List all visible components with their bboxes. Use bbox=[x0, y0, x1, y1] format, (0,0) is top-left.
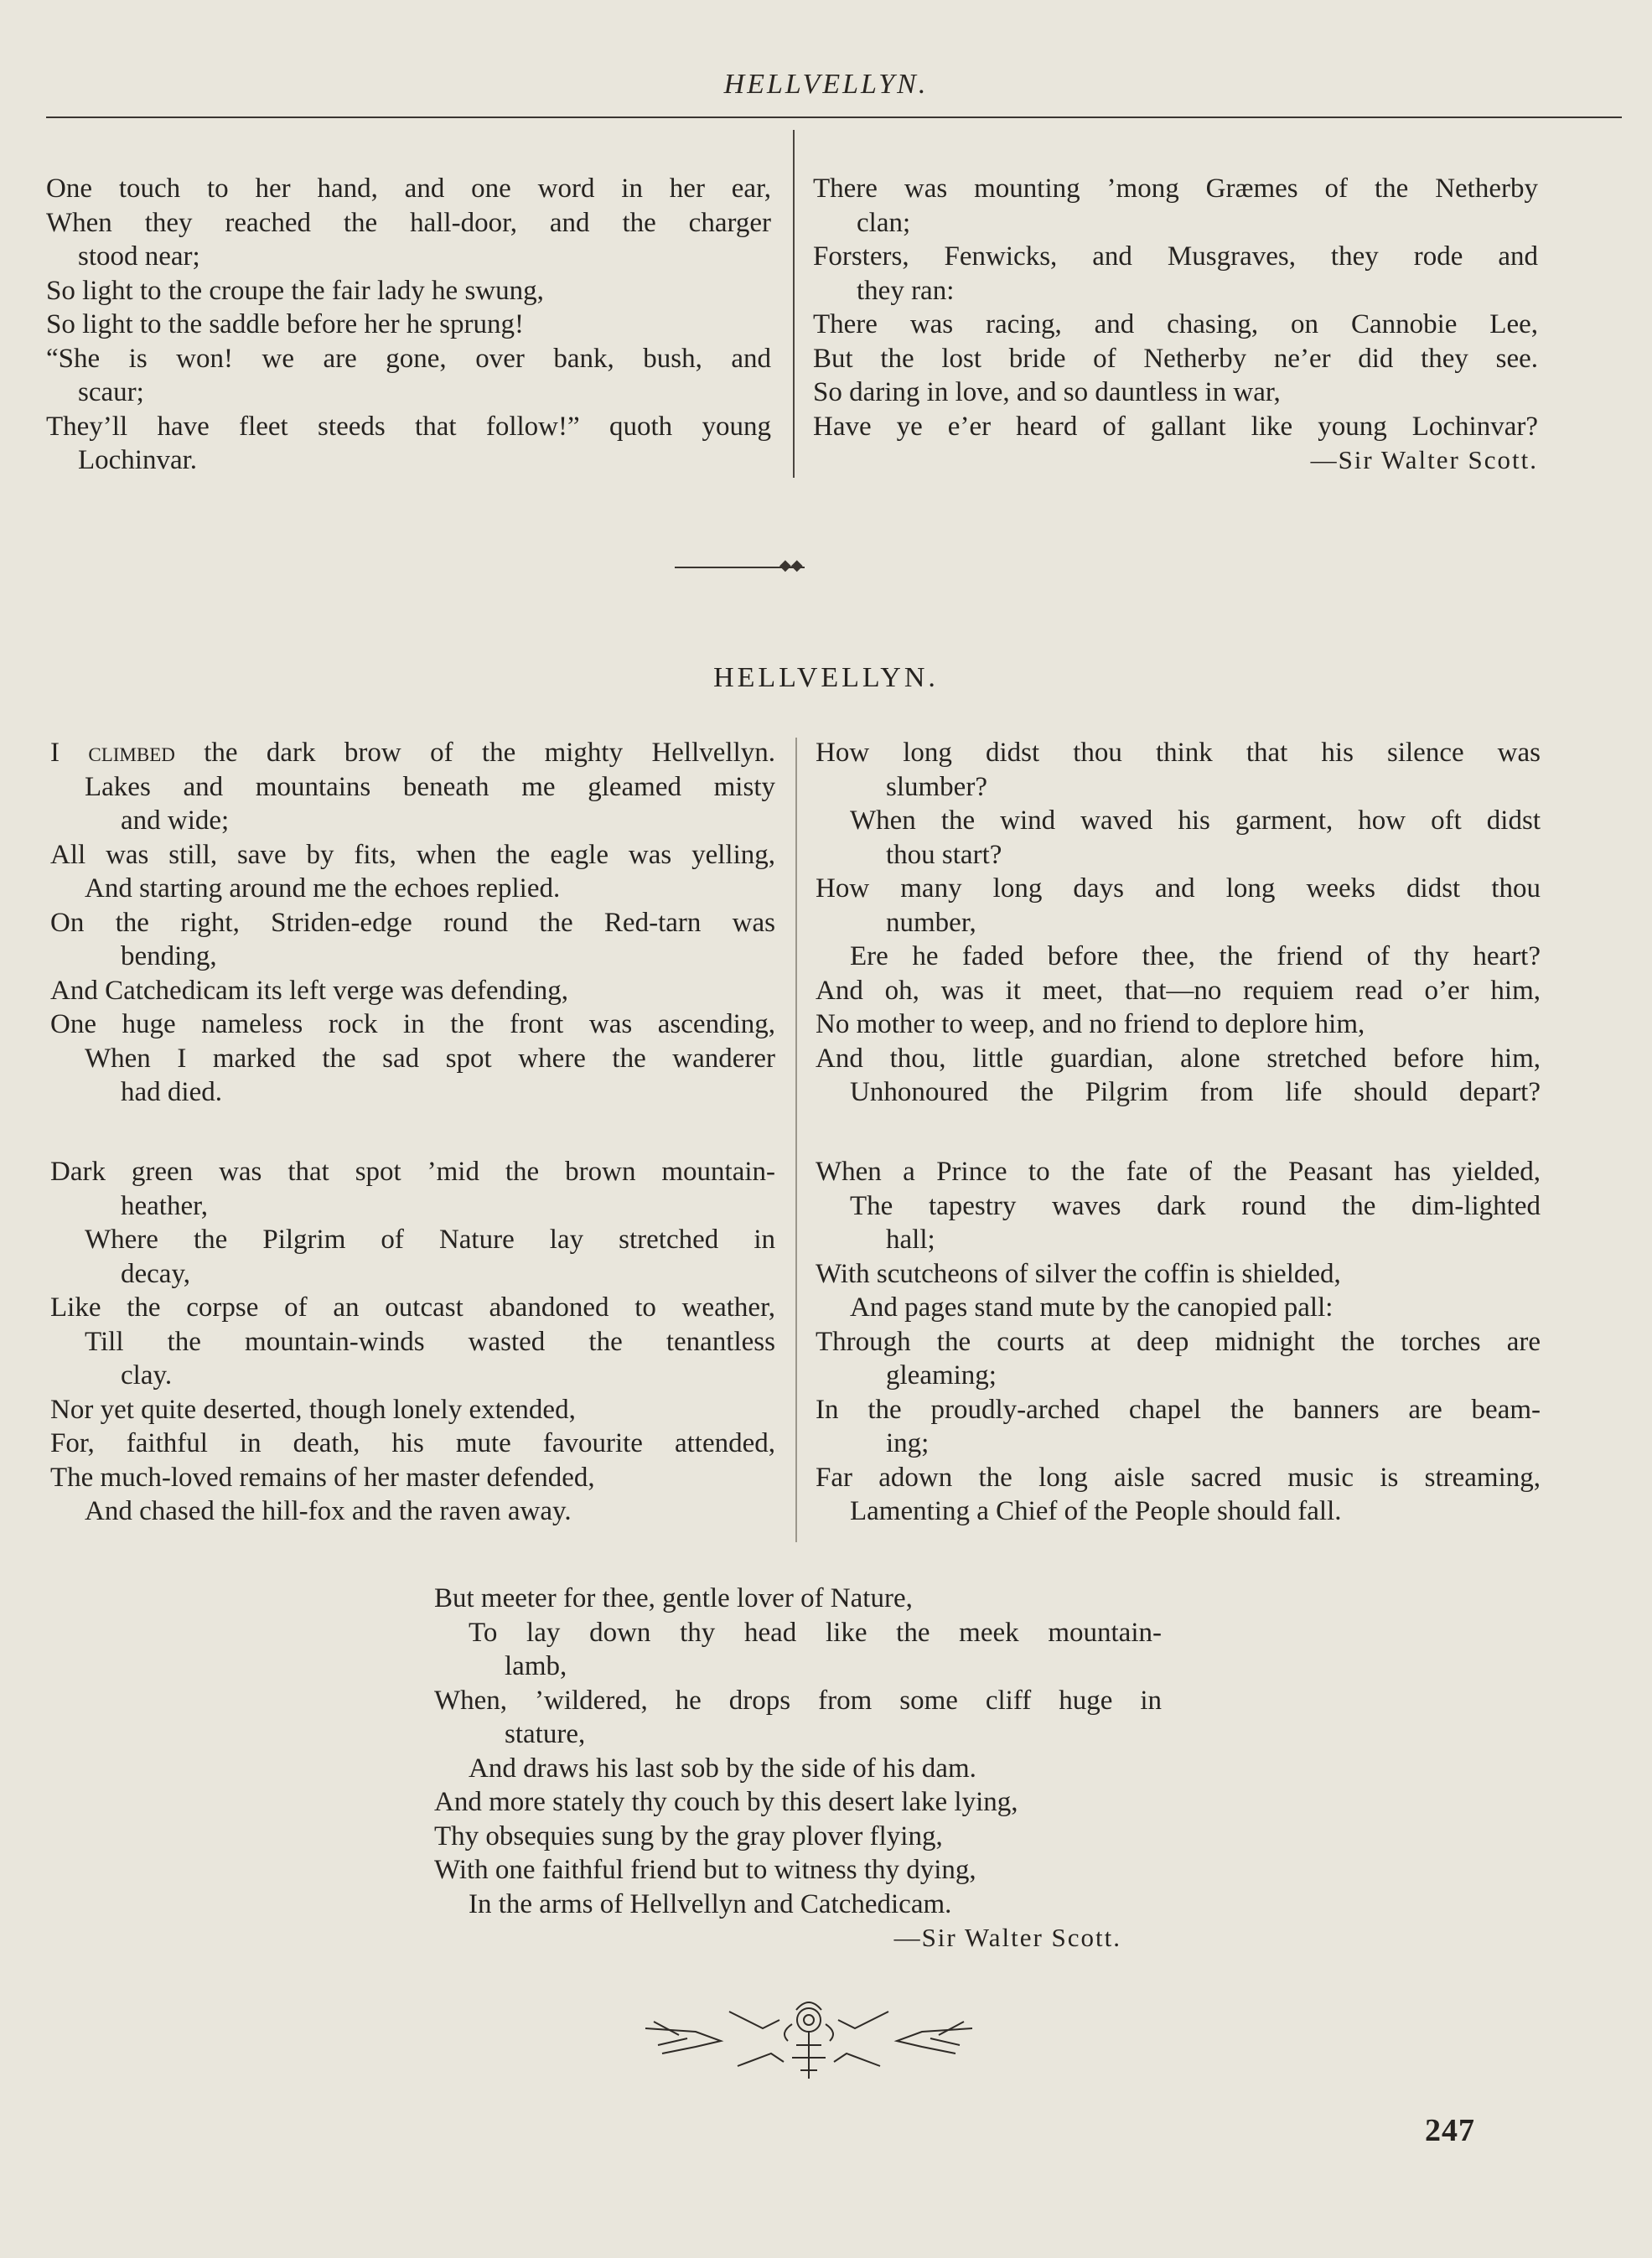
verse-line: When the wind waved his garment, how oft didst bbox=[850, 805, 1541, 836]
verse-line: There was racing, and chasing, on Cannobie Lee, bbox=[813, 309, 1538, 339]
verse-line: How many long days and long weeks didst thou bbox=[816, 873, 1541, 904]
verse-line: And more stately thy couch by this desert lake lying, bbox=[434, 1787, 1018, 1817]
verse-line: Nor yet quite deserted, though lonely extended, bbox=[50, 1394, 576, 1425]
verse-line: So light to the croupe the fair lady he swung, bbox=[46, 275, 544, 306]
verse-line: number, bbox=[886, 907, 976, 938]
verse-line: For, faithful in death, his mute favourite attended, bbox=[50, 1428, 775, 1458]
verse-line: Lamenting a Chief of the People should fall. bbox=[850, 1496, 1342, 1526]
header-rule bbox=[46, 117, 1622, 118]
column-divider-top bbox=[793, 130, 795, 478]
verse-line: lamb, bbox=[505, 1651, 567, 1681]
verse-line: ing; bbox=[886, 1428, 930, 1458]
page-number: 247 bbox=[1425, 2113, 1475, 2148]
hellvellyn-stanza-4 bbox=[816, 1155, 1541, 1529]
verse-line: Far adown the long aisle sacred music is streaming, bbox=[816, 1462, 1541, 1493]
verse-line: All was still, save by fits, when the eagle was yelling, bbox=[50, 839, 775, 870]
lochinvar-right-stanza bbox=[813, 172, 1538, 477]
verse-line: And chased the hill-fox and the raven away. bbox=[85, 1496, 572, 1526]
verse-line: When, ’wildered, he drops from some cliff huge in bbox=[434, 1685, 1162, 1716]
drop-word: I climbed bbox=[50, 738, 175, 768]
verse-line: The tapestry waves dark round the dim-lighted bbox=[850, 1190, 1541, 1221]
verse-line: One touch to her hand, and one word in her ear, bbox=[46, 173, 771, 204]
verse-line: With one faithful friend but to witness thy dying, bbox=[434, 1855, 976, 1885]
verse-line: Lakes and mountains beneath me gleamed misty bbox=[85, 771, 775, 802]
verse-line: and wide; bbox=[121, 805, 230, 836]
verse-line: stood near; bbox=[78, 241, 200, 272]
verse-line: With scutcheons of silver the coffin is shielded, bbox=[816, 1258, 1341, 1289]
verse-line: And oh, was it meet, that—no requiem read o’er him, bbox=[816, 975, 1541, 1006]
verse-line: But meeter for thee, gentle lover of Nature, bbox=[434, 1583, 913, 1613]
verse-line: Like the corpse of an outcast abandoned to weather, bbox=[50, 1292, 775, 1323]
verse-line: Have ye e’er heard of gallant like young Lochinvar? bbox=[813, 411, 1538, 442]
verse-line: gleaming; bbox=[886, 1360, 997, 1391]
verse-line: How long didst thou think that his silence was bbox=[816, 738, 1541, 768]
verse-line: stature, bbox=[505, 1719, 586, 1749]
verse-line: And pages stand mute by the canopied pall: bbox=[850, 1292, 1334, 1323]
verse-line: So daring in love, and so dauntless in war, bbox=[813, 377, 1281, 407]
running-head: HELLVELLYN. bbox=[723, 69, 929, 100]
verse-line: And starting around me the echoes replied. bbox=[85, 873, 561, 904]
hellvellyn-stanza-3 bbox=[816, 736, 1541, 1110]
verse-line: Through the courts at deep midnight the torches are bbox=[816, 1326, 1541, 1357]
verse-line: And draws his last sob by the side of his dam. bbox=[469, 1753, 976, 1784]
verse-line: had died. bbox=[121, 1077, 222, 1107]
verse-line: decay, bbox=[121, 1258, 191, 1289]
verse-line: There was mounting ’mong Græmes of the Netherby bbox=[813, 173, 1538, 204]
verse-line: But the lost bride of Netherby ne’er did they see. bbox=[813, 343, 1538, 374]
verse-line: And thou, little guardian, alone stretched before him, bbox=[816, 1043, 1541, 1074]
verse-line: clan; bbox=[857, 207, 911, 238]
hellvellyn-attribution: —Sir Walter Scott. bbox=[893, 1923, 1121, 1952]
floral-tailpiece-icon bbox=[637, 1995, 981, 2087]
verse-line: When a Prince to the fate of the Peasant has yielded, bbox=[816, 1157, 1541, 1187]
verse-line: Unhonoured the Pilgrim from life should depart? bbox=[850, 1077, 1541, 1107]
lochinvar-left-stanza bbox=[46, 172, 771, 478]
verse-line: On the right, Striden-edge round the Red-tarn was bbox=[50, 907, 775, 938]
verse-line: No mother to weep, and no friend to deplore him, bbox=[816, 1009, 1365, 1039]
verse-line: clay. bbox=[121, 1360, 173, 1391]
verse-line: Where the Pilgrim of Nature lay stretched in bbox=[85, 1225, 775, 1255]
verse-line: In the proudly-arched chapel the banners are beam- bbox=[816, 1394, 1541, 1425]
verse-line: To lay down thy head like the meek mountain- bbox=[469, 1617, 1162, 1648]
separator-ornament-icon: ◆◆ bbox=[779, 557, 803, 573]
verse-line: The much-loved remains of her master defended, bbox=[50, 1462, 595, 1493]
verse-line: heather, bbox=[121, 1190, 209, 1221]
verse-line: Till the mountain-winds wasted the tenantless bbox=[85, 1326, 775, 1357]
verse-line: hall; bbox=[886, 1225, 935, 1255]
verse-line: slumber? bbox=[886, 771, 987, 802]
verse-line: “She is won! we are gone, over bank, bush, and bbox=[46, 343, 771, 374]
verse-line: thou start? bbox=[886, 839, 1002, 870]
verse-line: So light to the saddle before her he sprung! bbox=[46, 309, 525, 339]
column-divider-middle bbox=[795, 738, 797, 1542]
verse-line: When they reached the hall-door, and the charger bbox=[46, 207, 771, 238]
verse-line: And Catchedicam its left verge was defending, bbox=[50, 975, 568, 1006]
poem-title: HELLVELLYN. bbox=[713, 662, 939, 693]
verse-line: In the arms of Hellvellyn and Catchedicam. bbox=[469, 1888, 952, 1919]
verse-line: Thy obsequies sung by the gray plover flying, bbox=[434, 1820, 943, 1851]
verse-line: scaur; bbox=[78, 377, 144, 407]
verse-line: They’ll have fleet steeds that follow!” quoth young bbox=[46, 411, 771, 442]
verse-line: Lochinvar. bbox=[78, 445, 198, 475]
verse-line: One huge nameless rock in the front was ascending, bbox=[50, 1009, 775, 1039]
hellvellyn-stanza-5 bbox=[434, 1582, 1162, 1955]
verse-line: bending, bbox=[121, 941, 217, 971]
hellvellyn-stanza-1 bbox=[50, 736, 775, 1110]
verse-line: they ran: bbox=[857, 275, 955, 306]
verse-line: Forsters, Fenwicks, and Musgraves, they rode and bbox=[813, 241, 1538, 272]
lochinvar-attribution: —Sir Walter Scott. bbox=[1310, 445, 1538, 474]
hellvellyn-stanza-2 bbox=[50, 1155, 775, 1529]
verse-line: When I marked the sad spot where the wanderer bbox=[85, 1043, 775, 1074]
verse-text: the dark brow of the mighty Hellvellyn. bbox=[204, 738, 775, 768]
verse-line: Ere he faded before thee, the friend of thy heart? bbox=[850, 941, 1541, 971]
verse-line: Dark green was that spot ’mid the brown mountain- bbox=[50, 1157, 775, 1187]
